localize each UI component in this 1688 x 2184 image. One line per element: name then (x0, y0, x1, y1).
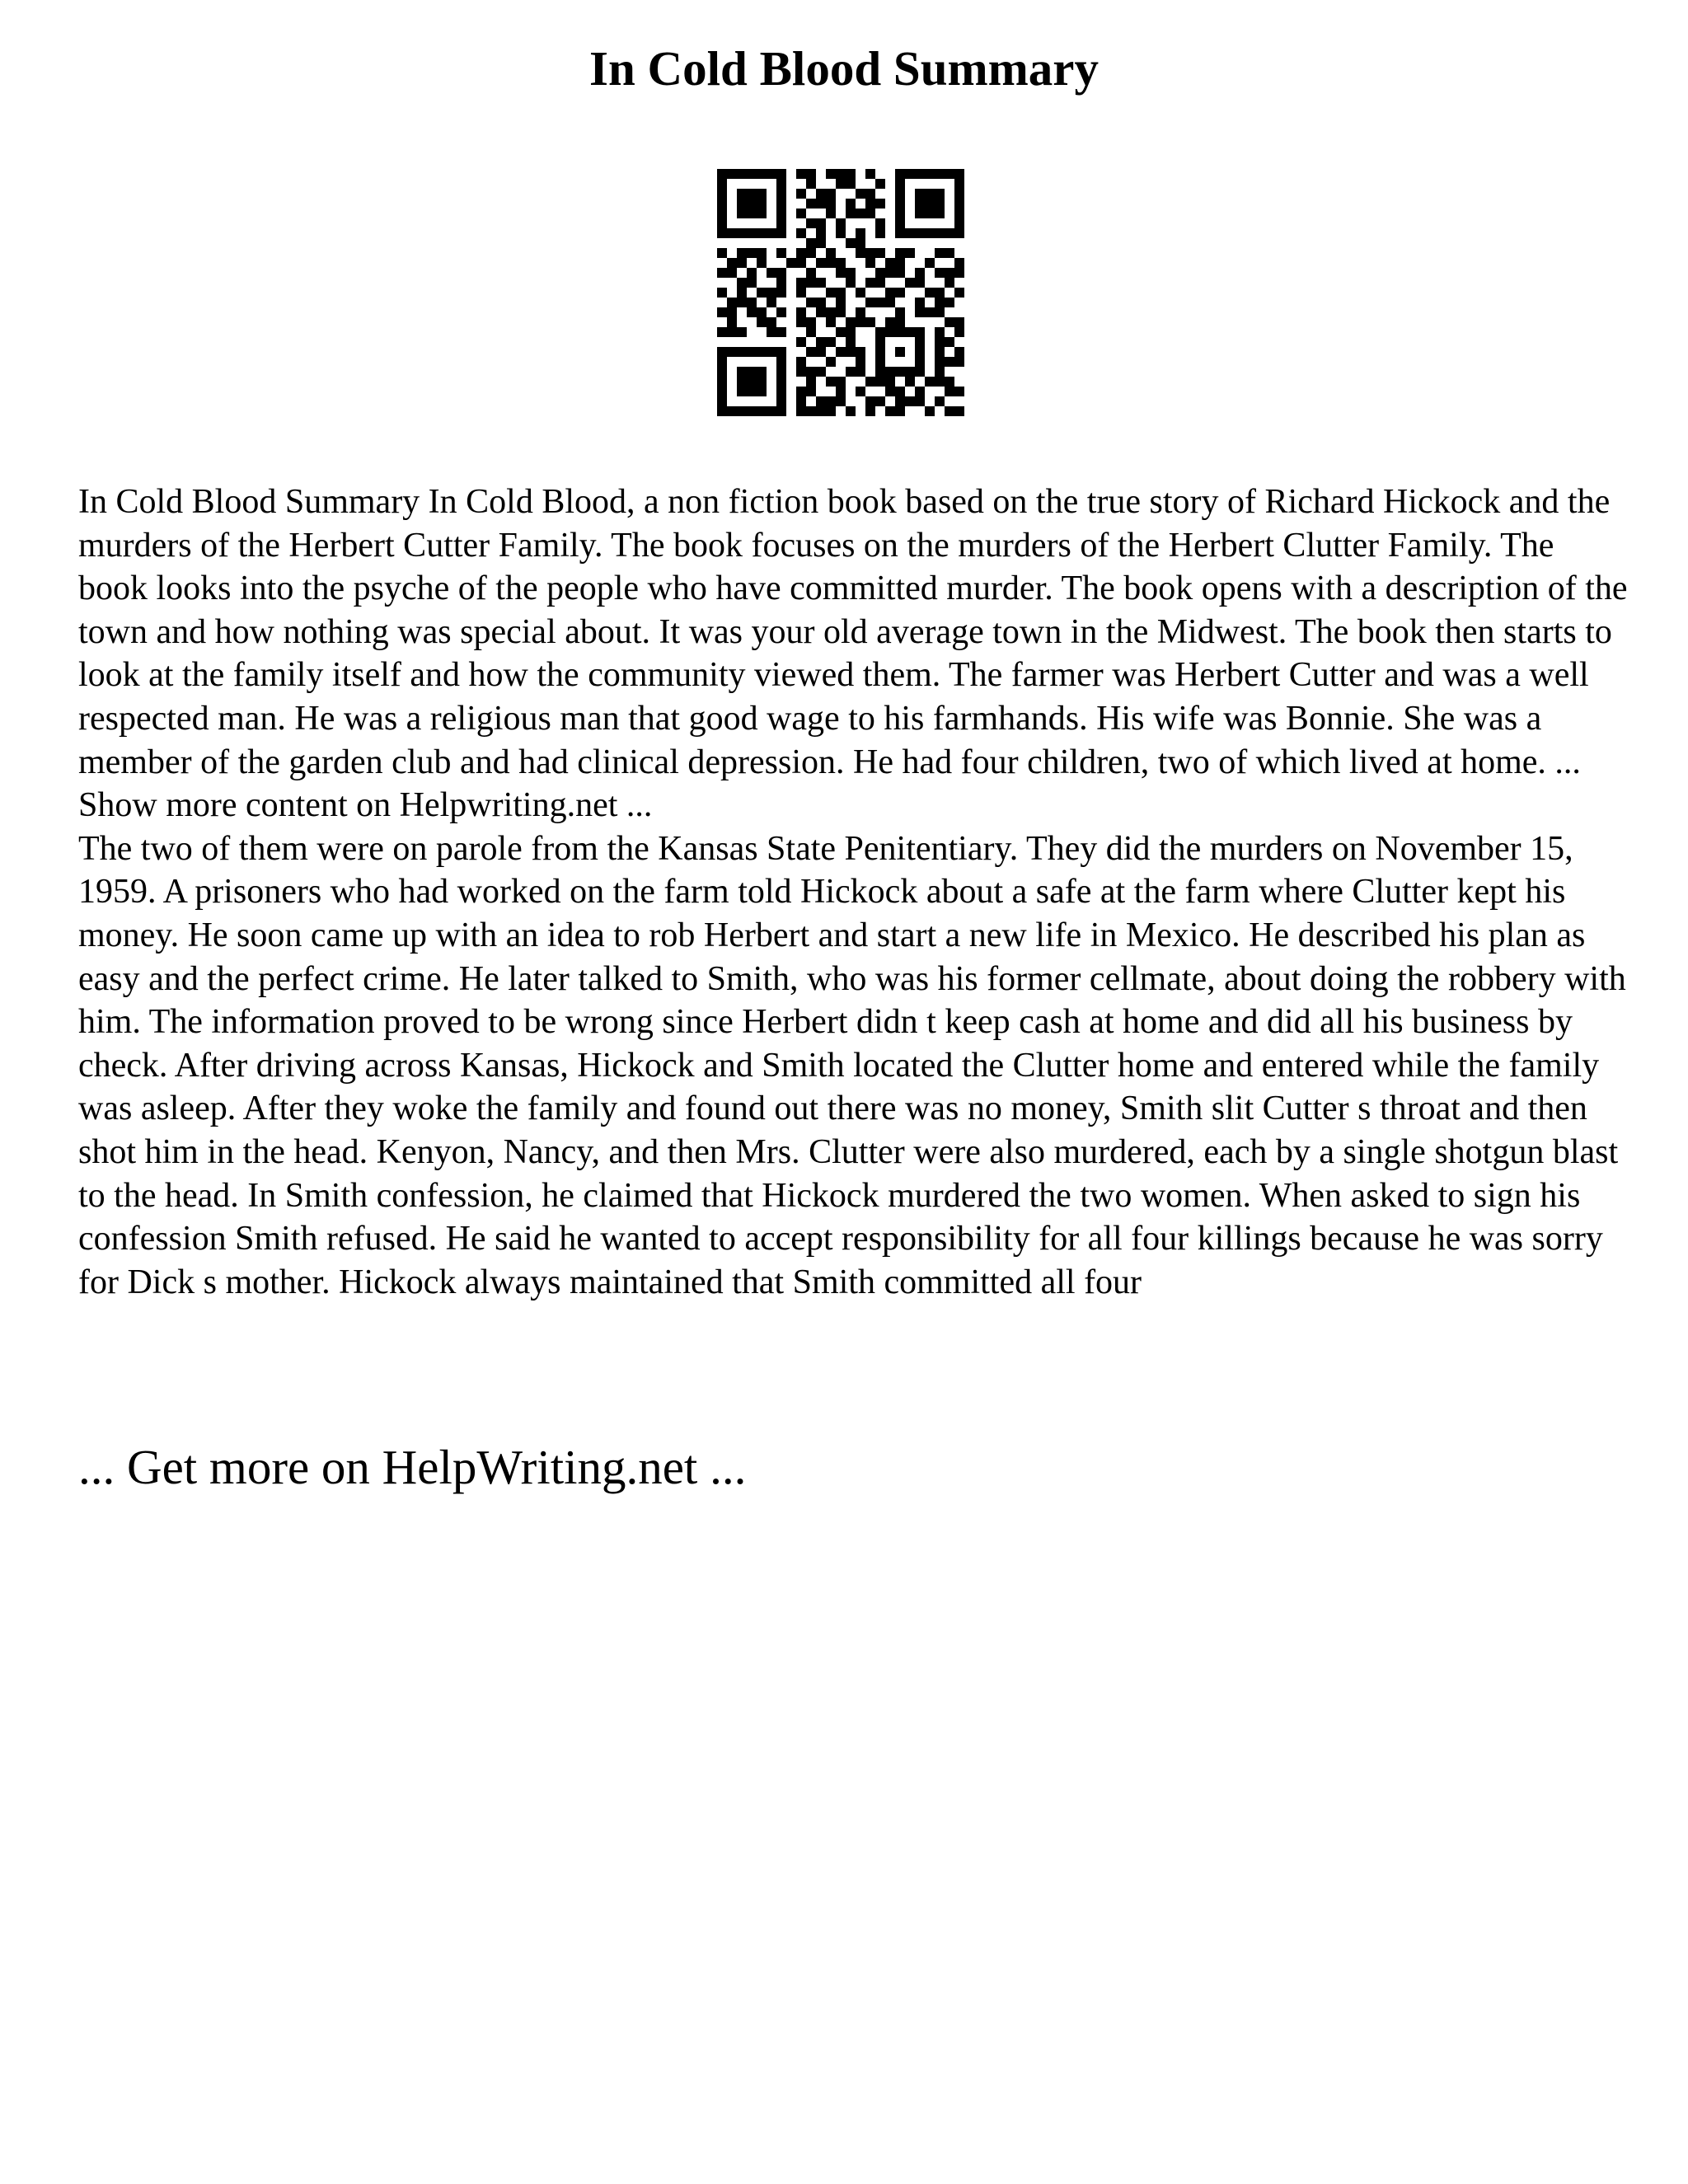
paragraph-summary: In Cold Blood Summary In Cold Blood, a non fiction book based on the true story of Richard Hickock and the murders of the Herbert Cutter Family. The book focuses on the murders of the Herbert Clutter Family. The book looks into the psyche of the people who have committed murder. The book opens with a description of the town and how nothing was special about. It was your old average town in the Midwest. The book then starts to look at the family itself and how the community viewed them. The farmer was Herbert Cutter and was a well respected man. He was a religious man that good wage to his farmhands. His wife was Bonnie. She was a member of the garden club and had clinical depression. He had four children, two of which lived at home. ... Show more content on Helpwriting.net ... (78, 483, 1628, 825)
get-more-link[interactable]: ... Get more on HelpWriting.net ... (78, 1440, 747, 1494)
summary-body (78, 480, 1628, 1304)
paragraph-murders: The two of them were on parole from the Kansas State Penitentiary. They did the murders on November 15, 1959. A prisoners who had worked on the farm told Hickock about a safe at the farm where Clutter kept his money. He soon came up with an idea to rob Herbert and start a new life in Mexico. He described his plan as easy and the perfect crime. He later talked to Smith, who was his former cellmate, about doing the robbery with him. The information proved to be wrong since Herbert didn t keep cash at home and did all his business by check. After driving across Kansas, Hickock and Smith located the Clutter home and entered while the family was asleep. After they woke the family and found out there was no money, Smith slit Cutter s throat and then shot him in the head. Kenyon, Nancy, and then Mrs. Clutter were also murdered, each by a single shotgun blast to the head. In Smith confession, he claimed that Hickock murdered the two women. When asked to sign his confession Smith refused. He said he wanted to accept responsibility for all four killings because he was sorry for Dick s mother. Hickock always maintained that Smith committed all four (78, 829, 1626, 1301)
qr-code-icon (717, 169, 964, 416)
page-title: In Cold Blood Summary (588, 41, 1099, 96)
